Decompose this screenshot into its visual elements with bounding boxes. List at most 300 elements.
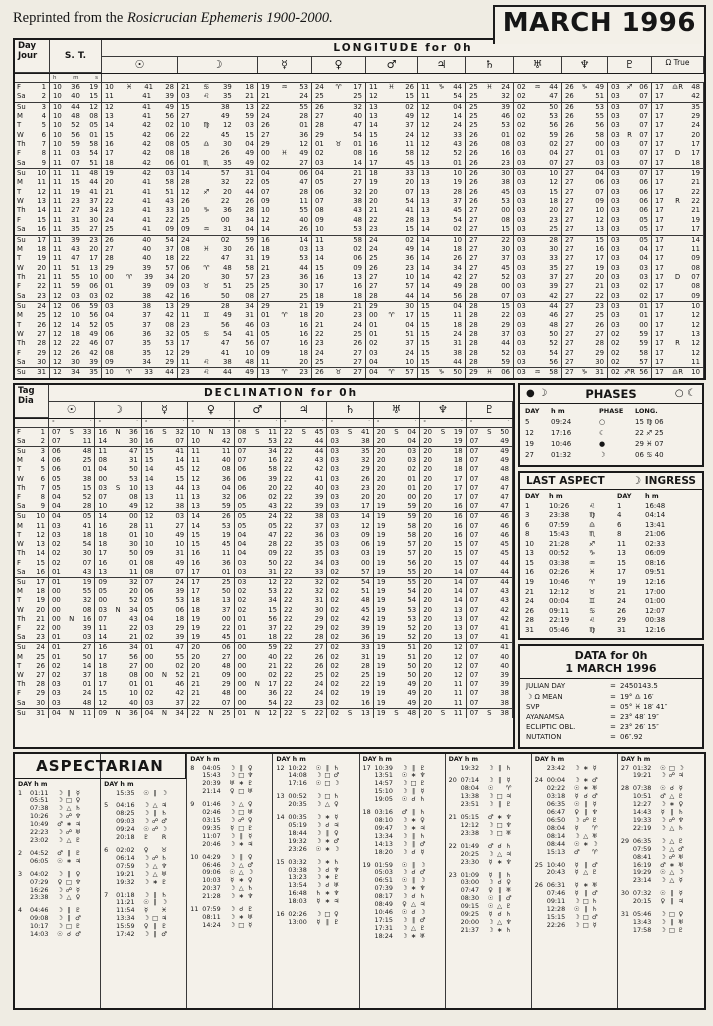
cell-part: 03 [98, 605, 108, 614]
aspect-day [276, 919, 288, 927]
cell-part: 12 [595, 215, 604, 224]
cell-part: 07 [549, 158, 558, 167]
value-cell [258, 264, 312, 273]
cell-part: 03 [517, 329, 526, 338]
aspect-glyph: ☽ [57, 885, 63, 894]
cell-part: 14 [361, 512, 370, 521]
cell-part: 24 [181, 235, 190, 244]
cell-part: 02 [517, 130, 526, 139]
weekday: Su [17, 368, 26, 377]
table-row [15, 577, 513, 587]
cell-part: 18 [261, 244, 270, 253]
cell-part: 49 [89, 329, 98, 338]
value-cell [327, 493, 373, 502]
aspect-glyph: ☌ [411, 868, 416, 877]
aspect-glyphs [401, 849, 443, 857]
table-row [15, 282, 704, 291]
cell-part: 20 [423, 558, 432, 567]
value-cell [49, 456, 95, 465]
aspect-glyph: ☍ [65, 885, 73, 894]
aspect-glyph: ∗ [410, 823, 417, 832]
cell-part: 22 [501, 311, 510, 320]
value-cell [418, 292, 466, 301]
aspect-glyph: ☽ [143, 801, 149, 810]
cell-part: 22 [284, 680, 293, 689]
aspect-glyph: ♀ [75, 869, 81, 878]
aspect-glyph: ♇ [75, 906, 81, 915]
day-number: 25 [36, 652, 45, 661]
cell-part: ♍ [203, 121, 210, 130]
weekday: Th [17, 140, 26, 149]
cell-part: 24 [299, 92, 308, 101]
cell-part: 25 [221, 577, 231, 586]
value-cell [374, 662, 420, 671]
day-cell [15, 633, 49, 642]
day-cell [15, 349, 50, 358]
aspect-glyph: ☉ [401, 907, 408, 916]
cell-part: 22 [284, 512, 293, 521]
weekday: M [17, 456, 23, 465]
value-cell [418, 245, 466, 254]
aspect-day [190, 862, 202, 870]
cell-part: 17 [655, 244, 664, 253]
aspect-glyph: ☽ [57, 893, 63, 902]
cell-part: 30 [222, 140, 232, 149]
cell-part: 17 [655, 320, 664, 329]
day-cell [15, 708, 49, 718]
value-cell [281, 577, 327, 587]
aspect-glyph: ∥ [498, 894, 502, 903]
cell-part: 44 [549, 301, 558, 310]
weekday: W [17, 130, 24, 139]
value-cell [374, 596, 420, 605]
aspect-glyph: ∗ [410, 771, 417, 780]
ingress-value: 15:43 [549, 530, 570, 539]
cell-part: 17 [655, 130, 664, 139]
aspect-glyph: ☽ [401, 823, 408, 832]
aspect-day [190, 922, 202, 930]
cell-part: 03 [611, 83, 620, 91]
aspect-glyph: ♈ [591, 847, 598, 856]
cell-part: 52 [407, 623, 417, 632]
aspect-day [104, 879, 116, 887]
cell-part: 02 [105, 291, 114, 300]
cell-part: 59 [407, 502, 417, 511]
cell-part: 22 [284, 549, 293, 558]
aspect-glyph: □ [65, 877, 73, 886]
aspect-time: 09:03 [116, 817, 135, 826]
phase-value: 5 [525, 417, 530, 426]
day-cell [15, 559, 49, 568]
cell-part: 07 [469, 623, 479, 632]
cell-part: ° [144, 419, 148, 426]
table-row [15, 475, 513, 484]
value-cell [374, 615, 420, 624]
cell-part: 02 [611, 329, 620, 338]
aspect-glyph: ♂ [591, 860, 598, 869]
value-cell [366, 367, 418, 377]
cell-part: 17 [655, 235, 664, 244]
aspect-day: 1 [18, 788, 23, 797]
value-cell [142, 662, 188, 671]
value-cell [142, 540, 188, 549]
table-row [15, 159, 704, 168]
aspect-glyph: □ [324, 779, 331, 788]
value-cell [258, 83, 312, 92]
aspect-glyph: ☽ [401, 884, 408, 893]
value-cell [418, 168, 466, 178]
cell-part: 56 [549, 121, 558, 130]
aspectarian-column [101, 754, 187, 1008]
value-cell [235, 531, 281, 540]
data-for-box [518, 644, 704, 748]
cell-part: 34 [129, 605, 138, 614]
cell-part: 55 [595, 112, 604, 121]
cell-part: S [487, 708, 492, 717]
cell-part: 48 [221, 661, 231, 670]
value-cell [467, 680, 513, 689]
aspect-glyphs [487, 927, 529, 935]
cell-part: 27 [71, 206, 80, 215]
cell-part: 20 [423, 447, 432, 456]
aspect-time: 17:16 [288, 779, 307, 788]
cell-part: 26 [71, 348, 80, 357]
cell-part: 14 [353, 158, 362, 167]
cell-part: 12 [53, 301, 62, 310]
value-cell [102, 121, 178, 130]
cell-part: 08 [165, 140, 174, 149]
cell-part: 06 [299, 169, 308, 178]
cell-part: 21 [261, 263, 270, 272]
cell-part: 22 [181, 130, 190, 139]
cell-part: 41 [405, 206, 414, 215]
cell-part: 12 [453, 670, 463, 679]
cell-part: 06 [237, 493, 247, 502]
aspect-time: 16:26 [30, 885, 49, 894]
aspect-day: 31 [620, 910, 630, 919]
cell-part: 48 [82, 447, 92, 456]
value-cell [608, 273, 652, 282]
cell-part: 12 [453, 652, 463, 661]
planet-header: ♀ [188, 402, 234, 418]
aspect-glyph: ☽ [315, 771, 322, 780]
value-cell [514, 197, 562, 206]
cell-part: 52 [82, 493, 92, 502]
value-cell [374, 475, 420, 484]
aspect-time: 19:32 [460, 763, 480, 772]
value-cell [95, 437, 141, 446]
aspect-glyph: ♇ [247, 823, 254, 832]
aspect-glyph: ♅ [678, 852, 684, 861]
day-number: 31 [37, 368, 46, 377]
cell-part: 13 [353, 272, 362, 281]
day-cell [15, 83, 50, 92]
ingress-value: 05:46 [549, 625, 570, 634]
cell-part: 01 [52, 633, 61, 642]
cell-part: 05 [181, 329, 190, 338]
cell-part: 11 [98, 447, 108, 456]
value-cell [466, 131, 514, 140]
cell-part: 08 [144, 567, 154, 576]
cell-part: 17 [655, 178, 664, 187]
aspect-day [18, 931, 30, 939]
cell-part: 17 [353, 83, 362, 91]
aspect-glyph: ∗ [496, 857, 503, 866]
cell-part: 12 [268, 577, 277, 586]
cell-part: 45 [501, 187, 510, 196]
value-cell [95, 493, 141, 502]
cell-part: 27 [565, 263, 574, 272]
day-number: 29 [36, 689, 45, 698]
value-cell [281, 465, 327, 474]
cell-part: 45 [220, 130, 230, 139]
cell-part: 15 [191, 540, 200, 549]
value-cell [374, 642, 420, 652]
cell-part: 03 [330, 502, 340, 511]
cell-part: 03 [330, 483, 340, 492]
cell-part: 49 [222, 311, 232, 320]
value-cell [102, 206, 178, 215]
value-cell [235, 653, 281, 662]
cell-part: 53 [129, 474, 138, 483]
cell-part: 11 [53, 263, 62, 272]
cell-part: 21 [181, 83, 190, 91]
cell-part: 06 [175, 605, 185, 614]
table-row [15, 568, 513, 577]
value-cell [312, 321, 366, 330]
aspect-day [535, 906, 547, 914]
cell-part: 43 [453, 140, 462, 149]
aspect-day [104, 899, 116, 907]
cell-part: 03 [517, 339, 526, 348]
cell-part: 02 [330, 670, 340, 679]
cell-part: 09 [165, 225, 174, 234]
cell-part: 43 [500, 596, 509, 605]
cell-part: 28 [361, 661, 370, 670]
aspect-time: 16:19 [632, 860, 652, 869]
aspect-time: 23:42 [546, 763, 566, 772]
cell-part: 00 [52, 605, 61, 614]
value-cell [178, 311, 258, 320]
value-cell [374, 680, 420, 689]
value-cell [188, 662, 234, 671]
cell-part: 17 [655, 329, 664, 338]
aspect-glyph: ∥ [411, 831, 416, 840]
cell-part: 38 [142, 291, 151, 300]
value-cell [418, 206, 466, 215]
cell-part: 49 [407, 689, 417, 698]
value-cell [188, 502, 234, 511]
value-cell [466, 225, 514, 234]
cell-part: 28 [469, 357, 478, 366]
cell-part: 14 [175, 456, 185, 465]
cell-part: 55 [407, 577, 417, 586]
planet-header: ♂ [366, 57, 418, 73]
aspect-day [363, 877, 375, 885]
value-cell [50, 92, 102, 101]
cell-part: 32 [175, 427, 185, 436]
cell-part: D [674, 149, 681, 158]
aspect-glyph: □ [65, 796, 73, 805]
value-cell [178, 149, 258, 158]
day-number: 22 [37, 282, 46, 291]
cell-part: 07 [639, 149, 648, 158]
cell-part: 49 [175, 530, 185, 539]
aspect-time: 16:48 [288, 889, 307, 898]
cell-part: 24 [314, 689, 324, 698]
cell-part: 12 [144, 512, 154, 521]
cell-part: 01 [89, 130, 98, 139]
value-cell [95, 596, 141, 605]
aspect-glyph: ∥ [411, 876, 416, 885]
aspect-entry [276, 919, 356, 927]
aspect-day [363, 817, 375, 825]
cell-part: 58 [165, 178, 174, 187]
value-cell [466, 273, 514, 282]
aspectarian-column [360, 754, 446, 1008]
aspect-glyph: ☽ [315, 800, 322, 809]
cell-part: 11 [191, 447, 200, 456]
value-cell [466, 92, 514, 101]
cell-part: 29 [165, 357, 174, 366]
cell-part: 43 [71, 244, 80, 253]
value-cell [420, 662, 466, 671]
cell-part: 15 [453, 549, 463, 558]
table-row [15, 339, 704, 348]
aspect-glyph: ♀ [334, 910, 339, 919]
value-cell [258, 225, 312, 234]
cell-part: 04 [237, 549, 247, 558]
cell-part: 28 [469, 339, 478, 348]
cell-part: 07 [469, 447, 479, 456]
aspect-time: 07:39 [374, 884, 393, 893]
cell-part: 03 [175, 512, 185, 521]
value-cell [142, 531, 188, 540]
value-cell [652, 149, 704, 158]
cell-part: 02 [52, 540, 61, 549]
cell-part: 39 [549, 282, 558, 291]
cell-part: 29 [181, 348, 190, 357]
day-block [18, 907, 98, 939]
aspect-glyph: ☽ [143, 853, 149, 862]
cell-part: 11 [53, 178, 62, 187]
cell-part: 05 [261, 178, 270, 187]
aspect-glyph: ☿ [334, 813, 339, 822]
value-cell [608, 178, 652, 187]
cell-part: 14 [82, 661, 92, 670]
aspect-time: 15:35 [116, 788, 135, 797]
value-cell [562, 92, 608, 101]
cell-part: 03 [181, 282, 190, 291]
cell-part: 08 [237, 427, 247, 436]
value-cell [652, 358, 704, 367]
cell-part: 17 [655, 357, 664, 366]
table-row [15, 301, 704, 311]
day-cell [15, 606, 49, 615]
table-row [15, 428, 513, 437]
cell-part: 32 [361, 456, 370, 465]
cell-part: 40 [221, 456, 231, 465]
aspect-glyph: ♄ [505, 925, 512, 934]
value-cell [418, 131, 466, 140]
aspect-glyph: ☽ [573, 920, 580, 929]
cell-part: 15 [501, 301, 510, 310]
cell-part: 58 [268, 465, 277, 474]
value-cell [420, 540, 466, 549]
cell-part: 17 [655, 83, 664, 91]
cell-part: 57 [220, 169, 230, 178]
cell-part: 19 [376, 587, 386, 596]
cell-part: 12 [53, 329, 62, 338]
aspect-time: 07:38 [632, 784, 652, 793]
aspect-time: 01:11 [30, 788, 49, 797]
cell-part: 21 [353, 301, 362, 310]
cell-part: 04 [369, 357, 378, 366]
aspect-glyph: ☽ [660, 917, 666, 926]
phase-value: 29 ♓ 07 [635, 439, 664, 448]
reprint-note [13, 5, 333, 27]
cell-part: 18 [181, 149, 190, 158]
aspect-glyph: ☉ [660, 868, 666, 877]
cell-part: 43 [353, 206, 362, 215]
cell-part: 13 [191, 493, 200, 502]
day-number: 2 [40, 436, 45, 445]
cell-part: 17 [453, 483, 463, 492]
value-cell [258, 235, 312, 245]
ingress-value: 31 [525, 625, 534, 634]
aspect-glyph: □ [238, 771, 245, 780]
ingress-value: 16:48 [645, 501, 666, 510]
table-row [15, 321, 704, 330]
cell-part: 25 [353, 92, 362, 101]
value-cell [374, 465, 420, 474]
value-cell [467, 446, 513, 456]
day-number: 14 [36, 549, 45, 558]
aspect-glyphs [573, 765, 615, 773]
day-cell [15, 321, 50, 330]
data-value: 23° 48′ 19″ [620, 712, 659, 721]
aspect-time: 20:46 [202, 839, 221, 848]
cell-part: 19 [261, 83, 270, 91]
value-cell [514, 235, 562, 245]
cell-part: 48 [222, 263, 232, 272]
value-cell [142, 577, 188, 587]
value-cell [466, 367, 514, 377]
cell-part: 07 [691, 272, 700, 281]
aspectarian-column [15, 754, 101, 1008]
cell-part: 15 [421, 348, 430, 357]
cell-part: 19 [361, 689, 370, 698]
aspect-time: 21:14 [202, 787, 221, 796]
value-cell [50, 330, 102, 339]
day-block [104, 847, 184, 887]
cell-part: 28 [469, 311, 478, 320]
value-cell [102, 149, 178, 158]
value-cell [466, 216, 514, 225]
aspect-glyph: ♆ [505, 857, 512, 866]
value-cell [49, 522, 95, 531]
value-cell [49, 587, 95, 596]
value-cell [178, 330, 258, 339]
aspect-time: 01:59 [374, 860, 393, 869]
cell-part: ♈ [125, 272, 133, 281]
planet-header: Ω True [652, 57, 704, 73]
cell-part: 03 [611, 311, 620, 320]
value-cell [312, 92, 366, 101]
cell-part: 50 [268, 558, 277, 567]
cell-part: 04 [369, 368, 378, 377]
cell-part: 26 [181, 197, 190, 206]
